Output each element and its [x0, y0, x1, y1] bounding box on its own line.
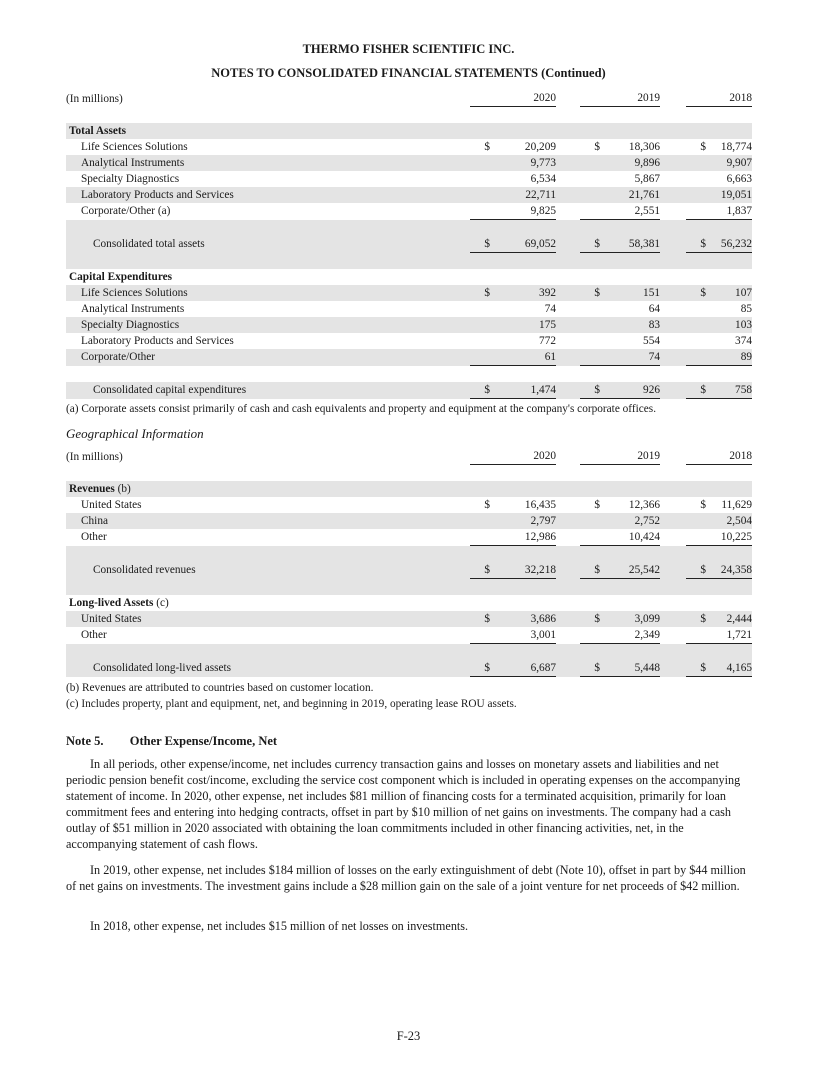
- table-row: Analytical Instruments 9,773 9,896 9,907: [66, 155, 752, 171]
- unit-label: (In millions): [66, 450, 123, 463]
- table-row: China 2,797 2,752 2,504: [66, 513, 752, 529]
- year-header: 2018: [686, 448, 752, 465]
- table-row: Life Sciences Solutions $ 392 $ 151 $ 107: [66, 285, 752, 301]
- page-number: F-23: [396, 1029, 421, 1043]
- footnote-b: (b) Revenues are attributed to countries based on customer location.: [66, 682, 374, 694]
- note-number: Note 5.: [66, 734, 104, 748]
- total-row: Consolidated revenues $ 32,218 $ 25,542 $ 24,358: [66, 562, 752, 579]
- note-heading: [66, 734, 277, 749]
- year-header: 2019: [580, 448, 660, 465]
- segment-assets-capex-table: [66, 90, 752, 399]
- table-row: Laboratory Products and Services 22,711 21,761 19,051: [66, 187, 752, 203]
- table-row: Laboratory Products and Services 772 554 374: [81, 335, 752, 347]
- section-title: Revenues (b): [66, 481, 470, 497]
- table-row: Specialty Diagnostics 6,534 5,867 6,663: [81, 173, 752, 185]
- year-header: 2020: [470, 90, 556, 107]
- total-row: Consolidated total assets $ 69,052 $ 58,381 $ 56,232: [66, 236, 752, 253]
- table-row: Corporate/Other 61 74 89: [66, 349, 752, 366]
- footnote-a: (a) Corporate assets consist primarily of cash and cash equivalents and property and equipment at the company's corporate offices.: [66, 403, 657, 415]
- page-subtitle: NOTES TO CONSOLIDATED FINANCIAL STATEMENTS (Continued): [211, 66, 606, 80]
- section-title: Total Assets: [66, 123, 470, 139]
- section-heading-geographical: Geographical Information: [66, 426, 204, 441]
- company-name: THERMO FISHER SCIENTIFIC INC.: [302, 42, 515, 56]
- year-header: 2018: [686, 90, 752, 107]
- section-title: Capital Expenditures: [69, 271, 173, 283]
- geographic-table: [66, 448, 752, 677]
- table-row: Life Sciences Solutions $ 20,209 $ 18,306 $ 18,774: [81, 141, 752, 153]
- table-row: United States $ 16,435 $ 12,366 $ 11,629: [81, 499, 752, 511]
- total-row: Consolidated long-lived assets $ 6,687 $ 5,448 $ 4,165: [66, 660, 752, 677]
- footnote-c: (c) Includes property, plant and equipment, net, and beginning in 2019, operating lease ROU assets.: [66, 698, 517, 710]
- note-paragraph-3: In 2018, other expense, net includes $15 million of net losses on investments.: [90, 919, 469, 933]
- note-paragraph-1: In all periods, other expense/income, net includes currency transaction gains and losses on monetary assets and liabilities and net periodic pension benefit cost/income, excluding the service cost component which is included in operating expenses on the accompanying statement of income. In 2020, other expense, net includes $81 million of financing costs for a terminated acquisition, primarily for loan commitment fees and entering into hedging contracts, offset in part by $10 million of net gains on investments. The company had a cash outlay of $51 million in 2020 associated with obtaining the loan commitments included in other financing activities, net, in the accompanying statement of cash flows.: [66, 757, 741, 851]
- note-title: Other Expense/Income, Net: [129, 734, 278, 748]
- table-row: Other 3,001 2,349 1,721: [66, 627, 752, 644]
- table-row: Other 12,986 10,424 10,225: [66, 529, 752, 546]
- unit-label: (In millions): [66, 92, 123, 105]
- table-row: Specialty Diagnostics 175 83 103: [66, 317, 752, 333]
- note-paragraph-2: In 2019, other expense, net includes $184 million of losses on the early extinguishment of debt (Note 10), offset in part by $44 million of net gains on investments. The investment gains include a $28 million gain on the sale of a joint venture for net proceeds of $42 million.: [66, 863, 746, 893]
- table-row: United States $ 3,686 $ 3,099 $ 2,444: [66, 611, 752, 627]
- year-header: 2019: [580, 90, 660, 107]
- section-title: Long-lived Assets (c): [69, 597, 169, 609]
- table-row: Analytical Instruments 74 64 85: [81, 303, 752, 315]
- year-header: 2020: [470, 448, 556, 465]
- total-row: Consolidated capital expenditures $ 1,474 $ 926 $ 758: [66, 382, 752, 399]
- table-row: Corporate/Other (a) 9,825 2,551 1,837: [66, 203, 752, 220]
